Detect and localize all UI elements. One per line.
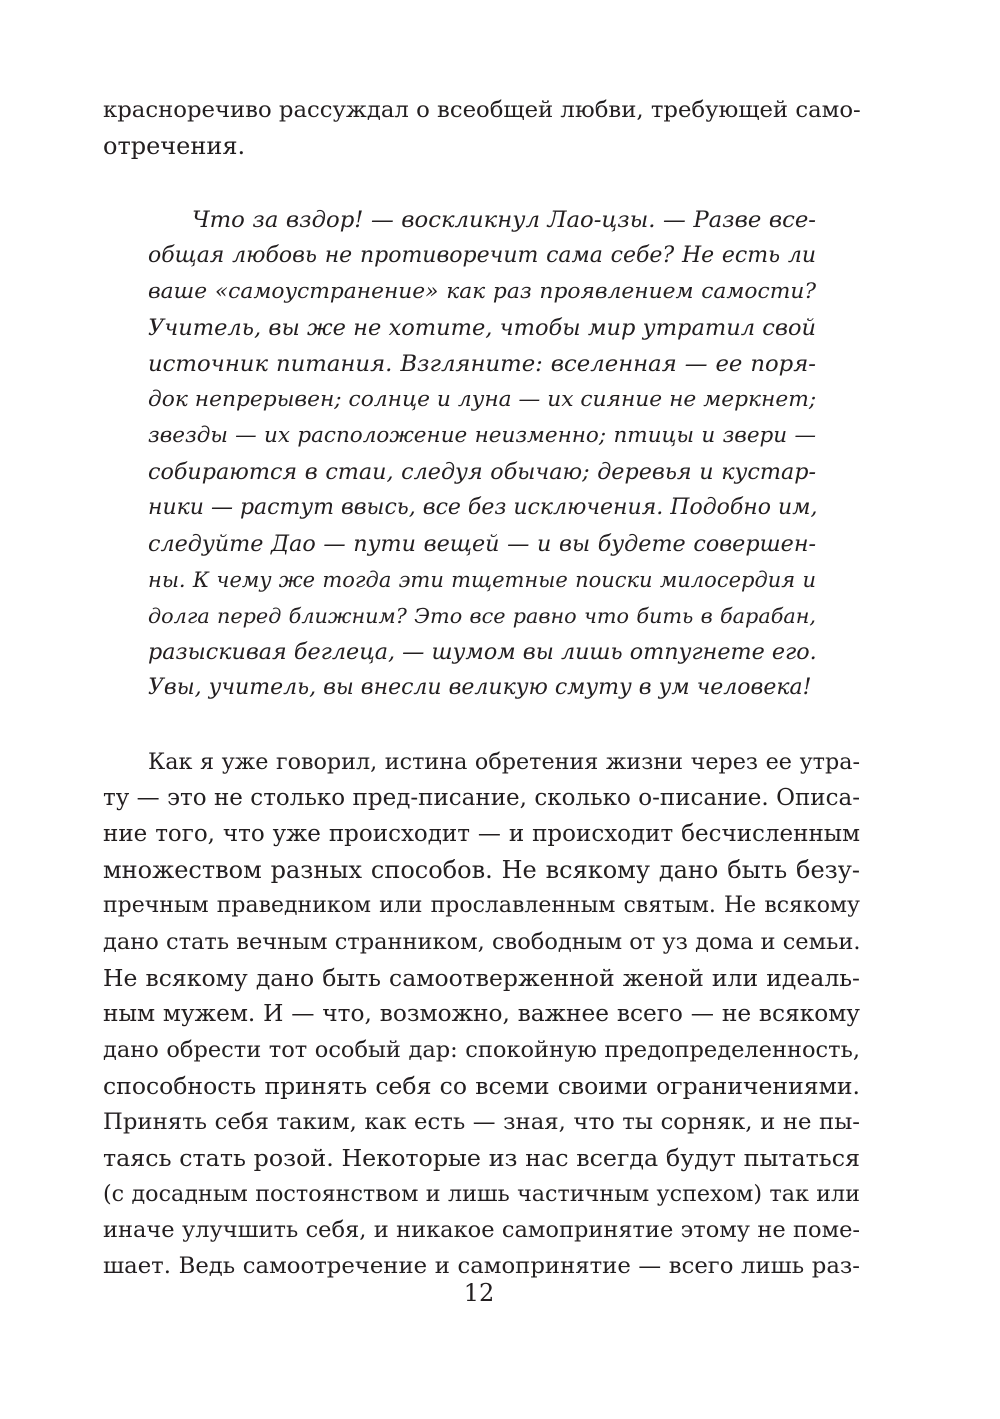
quote-line: разыскивая беглеца, — шумом вы лишь отпугнете его. (148, 639, 817, 665)
text-line: таясь стать розой. Некоторые из нас всегда будут пытаться (103, 1144, 860, 1172)
text-line: отречения. (103, 132, 246, 160)
quote-line: Увы, учитель, вы внесли великую смуту в ум человека! (148, 675, 812, 700)
text-line: ным мужем. И — что, возможно, важнее всего — не всякому (103, 1000, 860, 1027)
page-number: 12 (463, 1279, 495, 1307)
quote-line: источник питания. Взгляните: вселенная — ее поря- (148, 351, 816, 377)
quote-line: общая любовь не противоречит сама себе? Не есть ли (148, 243, 816, 268)
text-line: красноречиво рассуждал о всеобщей любви, требующей само- (103, 97, 861, 123)
quote-line: долга перед ближним? Это все равно что бить в барабан, (148, 604, 816, 628)
text-line: Принять себя таким, как есть — зная, что ты сорняк, и не пы- (103, 1109, 860, 1135)
text-line: дано стать вечным странником, свободным от уз дома и семьи. (103, 929, 861, 955)
quote-line: Учитель, вы же не хотите, чтобы мир утратил свой (148, 315, 816, 341)
text-line: способность принять себя со всеми своими ограничениями. (103, 1072, 860, 1100)
quote-line: следуйте Дао — пути вещей — и вы будете совершен- (148, 531, 816, 557)
quote-line: ны. К чему же тогда эти тщетные поиски милосердия и (148, 568, 816, 592)
quote-line: собираются в стаи, следуя обычаю; деревья и кустар- (148, 459, 816, 485)
text-line: пречным праведником или прославленным святым. Не всякому (103, 893, 860, 918)
text-line: дано обрести тот особый дар: спокойную предопределенность, (103, 1037, 860, 1063)
quote-line: звезды — их расположение неизменно; птицы и звери — (148, 423, 816, 448)
text-line: Не всякому дано быть самоотверженной женой или идеаль- (103, 964, 860, 992)
quote-line: ники — растут ввысь, все без исключения. Подобно им, (148, 495, 818, 520)
quote-line: док непрерывен; солнце и луна — их сияние не меркнет; (148, 387, 817, 412)
text-line: шает. Ведь самоотречение и самопринятие — всего лишь раз- (103, 1253, 860, 1279)
text-line: Как я уже говорил, истина обретения жизни через ее утра- (148, 749, 860, 775)
text-line: ние того, что уже происходит — и происходит бесчисленным (103, 821, 860, 847)
quote-line: Что за вздор! — воскликнул Лао-цзы. — Разве все- (192, 207, 816, 233)
quote-line: ваше «самоустранение» как раз проявлением самости? (148, 279, 816, 304)
text-line: ту — это не столько пред-писание, сколько о-писание. Описа- (103, 785, 860, 811)
text-line: (с досадным постоянством и лишь частичным успехом) так или (103, 1181, 860, 1207)
text-line: иначе улучшить себя, и никакое самопринятие этому не поме- (103, 1217, 860, 1243)
text-line: множеством разных способов. Не всякому дано быть безу- (103, 856, 860, 884)
